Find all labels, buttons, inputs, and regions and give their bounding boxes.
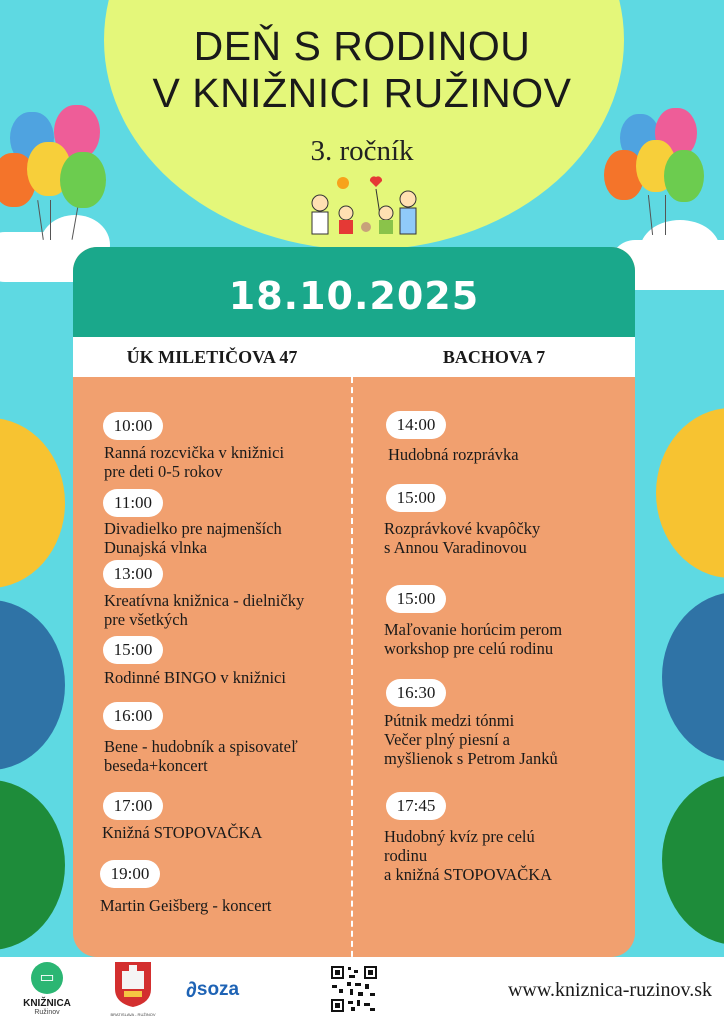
title-line-1: DEŇ S RODINOU bbox=[193, 23, 531, 69]
soza-mark-icon: ∂ bbox=[186, 977, 197, 1002]
side-circle-yellow-right bbox=[656, 408, 724, 578]
library-logo: ▭ KNIŽNICA Ružinov bbox=[22, 962, 72, 1022]
event-desc: Hudobná rozprávka bbox=[388, 445, 519, 464]
event-time: 19:00 bbox=[100, 860, 160, 888]
event-desc: Rozprávkové kvapôčky s Annou Varadinovou bbox=[384, 519, 541, 557]
event-time: 10:00 bbox=[103, 412, 163, 440]
event-desc: Martin Geišberg - koncert bbox=[100, 896, 272, 915]
side-circle-green-right bbox=[662, 775, 724, 945]
event-desc: Kreatívna knižnica - dielničky pre všetkých bbox=[104, 591, 305, 629]
venue-bar bbox=[73, 337, 635, 377]
side-circle-blue-right bbox=[662, 592, 724, 762]
event-desc: Pútnik medzi tónmi Večer plný piesní a myšlienok s Petrom Janků bbox=[384, 711, 558, 768]
card-header bbox=[73, 247, 635, 337]
venue-right: BACHOVA 7 bbox=[442, 347, 546, 367]
event-time: 17:00 bbox=[103, 792, 163, 820]
balloon-string bbox=[665, 195, 666, 235]
coat-of-arms-icon bbox=[114, 961, 152, 1007]
event-date: 18.10.2025 bbox=[228, 274, 480, 318]
edition-label: 3. ročník bbox=[310, 135, 414, 167]
title-line-2: V KNIŽNICI RUŽINOV bbox=[152, 70, 572, 116]
venue-left: ÚK MILETIČOVA 47 bbox=[126, 347, 298, 367]
side-circle-yellow-left bbox=[0, 418, 65, 588]
footer bbox=[0, 957, 724, 1024]
event-time: 15:00 bbox=[103, 636, 163, 664]
side-circle-green-left bbox=[0, 780, 65, 950]
website-link[interactable]: www.kniznica-ruzinov.sk bbox=[507, 979, 712, 1001]
event-time: 13:00 bbox=[103, 560, 163, 588]
event-desc: Rodinné BINGO v knižnici bbox=[104, 668, 286, 687]
family-illustration bbox=[298, 175, 428, 250]
event-desc: Maľovanie horúcim perom workshop pre celú rodinu bbox=[384, 620, 563, 658]
soza-logo: ∂ soza bbox=[186, 977, 240, 1002]
coat-of-arms: BRATISLAVA - RUŽINOV bbox=[108, 961, 158, 1021]
event-time: 11:00 bbox=[103, 489, 163, 517]
event-time: 16:30 bbox=[386, 679, 446, 707]
event-desc: Divadielko pre najmenších Dunajská vlnka bbox=[104, 519, 282, 557]
event-desc: Bene - hudobník a spisovateľ beseda+koncert bbox=[104, 737, 298, 775]
book-icon: ▭ bbox=[31, 962, 63, 994]
event-desc: Hudobný kvíz pre celú rodinu a knižná STOPOVAČKA bbox=[384, 827, 553, 884]
balloon-string bbox=[648, 195, 653, 235]
program-card bbox=[73, 247, 635, 957]
event-time: 15:00 bbox=[386, 484, 446, 512]
balloon-string bbox=[50, 200, 51, 240]
event-desc: Ranná rozcvička v knižnici pre deti 0-5 rokov bbox=[104, 443, 285, 481]
event-desc: Knižná STOPOVAČKA bbox=[102, 823, 263, 842]
side-circle-blue-left bbox=[0, 600, 65, 770]
event-time: 17:45 bbox=[386, 792, 446, 820]
column-divider bbox=[351, 377, 353, 957]
qr-code[interactable] bbox=[330, 965, 378, 1013]
event-time: 16:00 bbox=[103, 702, 163, 730]
event-time: 14:00 bbox=[386, 411, 446, 439]
event-time: 15:00 bbox=[386, 585, 446, 613]
